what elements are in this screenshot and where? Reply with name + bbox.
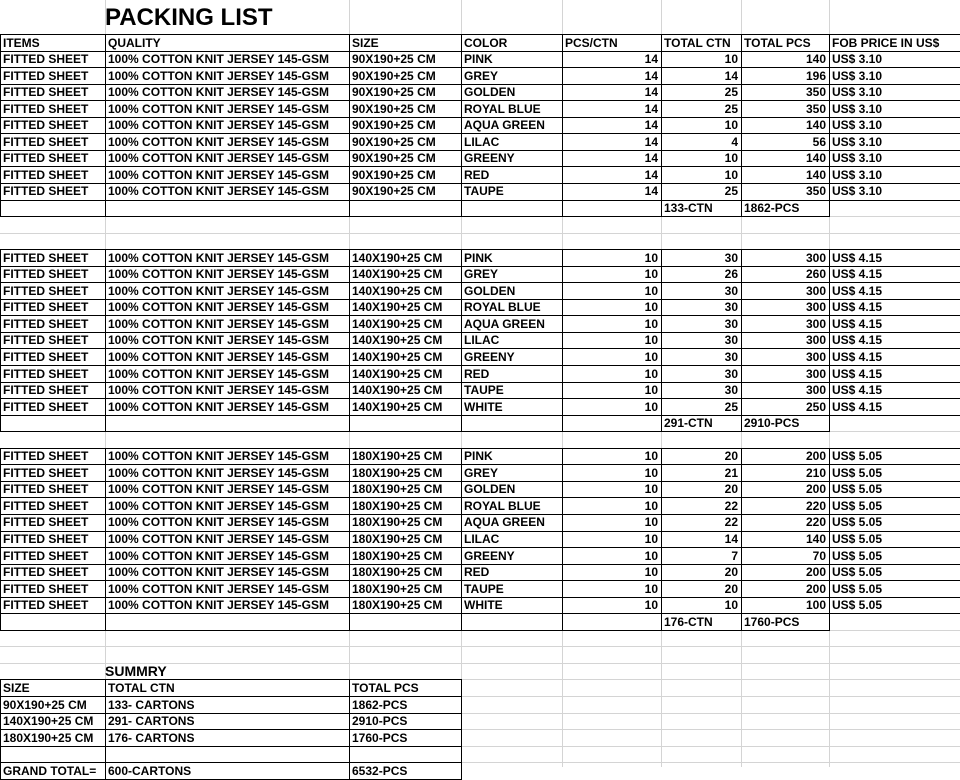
total-ctn-cell: 21 — [724, 465, 738, 480]
size-cell: 180X190+25 CM — [352, 498, 443, 513]
item-cell: FITTED SHEET — [3, 565, 89, 580]
total-ctn-cell: 10 — [724, 118, 738, 133]
total-ctn-cell: 10 — [724, 167, 738, 182]
size-cell: 180X190+25 CM — [352, 515, 443, 530]
item-cell: FITTED SHEET — [3, 316, 89, 331]
quality-cell: 100% COTTON KNIT JERSEY 145-GSM — [108, 366, 329, 381]
size-cell: 180X190+25 CM — [352, 482, 443, 497]
item-cell: FITTED SHEET — [3, 52, 89, 67]
size-cell: 180X190+25 CM — [352, 565, 443, 580]
summary-size: 140X190+25 CM — [3, 714, 94, 729]
summary-size: 90X190+25 CM — [3, 697, 87, 712]
color-cell: WHITE — [464, 598, 503, 613]
fob-price-cell: US$ 4.15 — [832, 366, 883, 381]
item-cell: FITTED SHEET — [3, 250, 89, 265]
pcs-per-ctn-cell: 14 — [644, 118, 658, 133]
column-header: TOTAL CTN — [664, 35, 731, 50]
fob-price-cell: US$ 5.05 — [832, 482, 883, 497]
color-cell: PINK — [464, 250, 493, 265]
color-cell: ROYAL BLUE — [464, 300, 541, 315]
quality-cell: 100% COTTON KNIT JERSEY 145-GSM — [108, 68, 329, 83]
color-cell: TAUPE — [464, 184, 504, 199]
size-cell: 180X190+25 CM — [352, 465, 443, 480]
total-pcs-cell: 70 — [812, 548, 826, 563]
pcs-per-ctn-cell: 10 — [644, 498, 658, 513]
summary-ctn: 176- CARTONS — [108, 730, 195, 745]
column-header: TOTAL PCS — [744, 35, 811, 50]
total-ctn-cell: 30 — [724, 283, 738, 298]
item-cell: FITTED SHEET — [3, 383, 89, 398]
fob-price-cell: US$ 5.05 — [832, 465, 883, 480]
summary-pcs: 1862-PCS — [352, 697, 408, 712]
fob-price-cell: US$ 3.10 — [832, 101, 883, 116]
pcs-per-ctn-cell: 10 — [644, 383, 658, 398]
fob-price-cell: US$ 3.10 — [832, 68, 883, 83]
item-cell: FITTED SHEET — [3, 399, 89, 414]
color-cell: LILAC — [464, 134, 500, 149]
pcs-per-ctn-cell: 14 — [644, 85, 658, 100]
quality-cell: 100% COTTON KNIT JERSEY 145-GSM — [108, 151, 329, 166]
quality-cell: 100% COTTON KNIT JERSEY 145-GSM — [108, 515, 329, 530]
pcs-per-ctn-cell: 10 — [644, 250, 658, 265]
item-cell: FITTED SHEET — [3, 300, 89, 315]
pcs-per-ctn-cell: 14 — [644, 101, 658, 116]
total-ctn-cell: 10 — [724, 151, 738, 166]
pcs-per-ctn-cell: 10 — [644, 465, 658, 480]
total-ctn-cell: 30 — [724, 349, 738, 364]
color-cell: PINK — [464, 52, 493, 67]
item-cell: FITTED SHEET — [3, 167, 89, 182]
total-pcs-cell: 200 — [805, 565, 826, 580]
total-pcs-cell: 140 — [805, 151, 826, 166]
total-pcs-cell: 250 — [805, 399, 826, 414]
fob-price-cell: US$ 3.10 — [832, 167, 883, 182]
fob-price-cell: US$ 3.10 — [832, 118, 883, 133]
fob-price-cell: US$ 3.10 — [832, 52, 883, 67]
fob-price-cell: US$ 5.05 — [832, 565, 883, 580]
item-cell: FITTED SHEET — [3, 68, 89, 83]
quality-cell: 100% COTTON KNIT JERSEY 145-GSM — [108, 598, 329, 613]
item-cell: FITTED SHEET — [3, 333, 89, 348]
color-cell: GREENY — [464, 151, 515, 166]
fob-price-cell: US$ 4.15 — [832, 283, 883, 298]
pcs-per-ctn-cell: 14 — [644, 134, 658, 149]
total-ctn-cell: 30 — [724, 316, 738, 331]
fob-price-cell: US$ 4.15 — [832, 333, 883, 348]
pcs-per-ctn-cell: 10 — [644, 532, 658, 546]
item-cell: FITTED SHEET — [3, 267, 89, 282]
color-cell: AQUA GREEN — [464, 316, 545, 331]
total-ctn-cell: 20 — [724, 581, 738, 596]
summary-header: TOTAL CTN — [108, 680, 175, 695]
color-cell: GOLDEN — [464, 283, 516, 298]
total-pcs-cell: 220 — [805, 515, 826, 530]
size-cell: 90X190+25 CM — [352, 151, 436, 166]
pcs-per-ctn-cell: 10 — [644, 515, 658, 530]
pcs-per-ctn-cell: 10 — [644, 283, 658, 298]
quality-cell: 100% COTTON KNIT JERSEY 145-GSM — [108, 449, 329, 464]
total-pcs-cell: 350 — [805, 85, 826, 100]
total-pcs-cell: 350 — [805, 101, 826, 116]
total-ctn-cell: 20 — [724, 449, 738, 464]
total-pcs-cell: 140 — [805, 118, 826, 133]
total-ctn-cell: 14 — [724, 532, 738, 546]
size-cell: 140X190+25 CM — [352, 250, 443, 265]
size-cell: 140X190+25 CM — [352, 316, 443, 331]
total-ctn-cell: 25 — [724, 85, 738, 100]
total-pcs-cell: 260 — [805, 267, 826, 282]
color-cell: TAUPE — [464, 383, 504, 398]
item-cell: FITTED SHEET — [3, 482, 89, 497]
summary-ctn: 291- CARTONS — [108, 714, 195, 729]
quality-cell: 100% COTTON KNIT JERSEY 145-GSM — [108, 267, 329, 282]
fob-price-cell: US$ 4.15 — [832, 383, 883, 398]
size-cell: 180X190+25 CM — [352, 532, 443, 546]
item-cell: FITTED SHEET — [3, 283, 89, 298]
total-ctn-cell: 14 — [724, 68, 738, 83]
item-cell: FITTED SHEET — [3, 465, 89, 480]
fob-price-cell: US$ 4.15 — [832, 300, 883, 315]
summary-ctn: 133- CARTONS — [108, 697, 195, 712]
color-cell: ROYAL BLUE — [464, 498, 541, 513]
total-ctn-cell: 22 — [724, 498, 738, 513]
item-cell: FITTED SHEET — [3, 184, 89, 199]
color-cell: PINK — [464, 449, 493, 464]
subtotal-pcs: 2910-PCS — [744, 416, 800, 431]
total-pcs-cell: 140 — [805, 52, 826, 67]
item-cell: FITTED SHEET — [3, 134, 89, 149]
quality-cell: 100% COTTON KNIT JERSEY 145-GSM — [108, 482, 329, 497]
color-cell: RED — [464, 167, 490, 182]
fob-price-cell: US$ 5.05 — [832, 449, 883, 464]
total-pcs-cell: 300 — [805, 250, 826, 265]
item-cell: FITTED SHEET — [3, 598, 89, 613]
quality-cell: 100% COTTON KNIT JERSEY 145-GSM — [108, 565, 329, 580]
quality-cell: 100% COTTON KNIT JERSEY 145-GSM — [108, 85, 329, 100]
total-pcs-cell: 300 — [805, 283, 826, 298]
quality-cell: 100% COTTON KNIT JERSEY 145-GSM — [108, 118, 329, 133]
size-cell: 90X190+25 CM — [352, 118, 436, 133]
item-cell: FITTED SHEET — [3, 118, 89, 133]
grand-total-ctn: 600-CARTONS — [108, 763, 192, 778]
color-cell: GREY — [464, 465, 499, 480]
item-cell: FITTED SHEET — [3, 548, 89, 563]
item-cell: FITTED SHEET — [3, 349, 89, 364]
item-cell: FITTED SHEET — [3, 151, 89, 166]
size-cell: 140X190+25 CM — [352, 383, 443, 398]
quality-cell: 100% COTTON KNIT JERSEY 145-GSM — [108, 300, 329, 315]
color-cell: RED — [464, 366, 490, 381]
fob-price-cell: US$ 4.15 — [832, 250, 883, 265]
size-cell: 180X190+25 CM — [352, 449, 443, 464]
pcs-per-ctn-cell: 14 — [644, 68, 658, 83]
item-cell: FITTED SHEET — [3, 532, 89, 546]
total-ctn-cell: 26 — [724, 267, 738, 282]
quality-cell: 100% COTTON KNIT JERSEY 145-GSM — [108, 167, 329, 182]
size-cell: 140X190+25 CM — [352, 300, 443, 315]
item-cell: FITTED SHEET — [3, 85, 89, 100]
pcs-per-ctn-cell: 10 — [644, 300, 658, 315]
total-ctn-cell: 30 — [724, 366, 738, 381]
total-pcs-cell: 210 — [805, 465, 826, 480]
quality-cell: 100% COTTON KNIT JERSEY 145-GSM — [108, 283, 329, 298]
summary-title: SUMMRY — [105, 663, 167, 680]
total-ctn-cell: 25 — [724, 101, 738, 116]
quality-cell: 100% COTTON KNIT JERSEY 145-GSM — [108, 399, 329, 414]
pcs-per-ctn-cell: 10 — [644, 399, 658, 414]
pcs-per-ctn-cell: 10 — [644, 598, 658, 613]
size-cell: 140X190+25 CM — [352, 349, 443, 364]
pcs-per-ctn-cell: 14 — [644, 52, 658, 67]
color-cell: GREENY — [464, 349, 515, 364]
total-pcs-cell: 300 — [805, 383, 826, 398]
quality-cell: 100% COTTON KNIT JERSEY 145-GSM — [108, 184, 329, 199]
color-cell: GOLDEN — [464, 85, 516, 100]
total-ctn-cell: 25 — [724, 399, 738, 414]
quality-cell: 100% COTTON KNIT JERSEY 145-GSM — [108, 52, 329, 67]
quality-cell: 100% COTTON KNIT JERSEY 145-GSM — [108, 316, 329, 331]
size-cell: 140X190+25 CM — [352, 399, 443, 414]
total-ctn-cell: 30 — [724, 383, 738, 398]
column-header: SIZE — [352, 35, 379, 50]
color-cell: GREY — [464, 267, 499, 282]
fob-price-cell: US$ 5.05 — [832, 532, 883, 546]
total-ctn-cell: 30 — [724, 300, 738, 315]
summary-pcs: 2910-PCS — [352, 714, 408, 729]
total-pcs-cell: 220 — [805, 498, 826, 513]
item-cell: FITTED SHEET — [3, 366, 89, 381]
column-header: FOB PRICE IN US$ — [832, 35, 940, 50]
fob-price-cell: US$ 4.15 — [832, 267, 883, 282]
size-cell: 140X190+25 CM — [352, 267, 443, 282]
size-cell: 90X190+25 CM — [352, 52, 436, 67]
quality-cell: 100% COTTON KNIT JERSEY 145-GSM — [108, 532, 329, 546]
summary-header: TOTAL PCS — [352, 680, 419, 695]
pcs-per-ctn-cell: 10 — [644, 333, 658, 348]
fob-price-cell: US$ 5.05 — [832, 548, 883, 563]
pcs-per-ctn-cell: 10 — [644, 366, 658, 381]
quality-cell: 100% COTTON KNIT JERSEY 145-GSM — [108, 581, 329, 596]
subtotal-ctn: 133-CTN — [664, 201, 713, 215]
total-pcs-cell: 300 — [805, 316, 826, 331]
color-cell: LILAC — [464, 532, 500, 546]
pcs-per-ctn-cell: 10 — [644, 482, 658, 497]
color-cell: GOLDEN — [464, 482, 516, 497]
item-cell: FITTED SHEET — [3, 101, 89, 116]
size-cell: 140X190+25 CM — [352, 366, 443, 381]
size-cell: 180X190+25 CM — [352, 581, 443, 596]
total-pcs-cell: 300 — [805, 333, 826, 348]
fob-price-cell: US$ 4.15 — [832, 316, 883, 331]
column-header: PCS/CTN — [565, 35, 618, 50]
size-cell: 90X190+25 CM — [352, 167, 436, 182]
total-ctn-cell: 10 — [724, 598, 738, 613]
total-ctn-cell: 4 — [731, 134, 738, 149]
fob-price-cell: US$ 3.10 — [832, 134, 883, 149]
total-ctn-cell: 20 — [724, 482, 738, 497]
total-ctn-cell: 10 — [724, 52, 738, 67]
pcs-per-ctn-cell: 10 — [644, 267, 658, 282]
subtotal-ctn: 176-CTN — [664, 614, 713, 629]
color-cell: AQUA GREEN — [464, 118, 545, 133]
size-cell: 180X190+25 CM — [352, 598, 443, 613]
total-pcs-cell: 56 — [812, 134, 826, 149]
total-pcs-cell: 200 — [805, 449, 826, 464]
pcs-per-ctn-cell: 10 — [644, 449, 658, 464]
summary-pcs: 1760-PCS — [352, 730, 408, 745]
total-pcs-cell: 300 — [805, 366, 826, 381]
fob-price-cell: US$ 5.05 — [832, 598, 883, 613]
color-cell: WHITE — [464, 399, 503, 414]
total-ctn-cell: 22 — [724, 515, 738, 530]
pcs-per-ctn-cell: 10 — [644, 565, 658, 580]
total-ctn-cell: 25 — [724, 184, 738, 199]
fob-price-cell: US$ 4.15 — [832, 399, 883, 414]
total-ctn-cell: 30 — [724, 333, 738, 348]
subtotal-pcs: 1862-PCS — [744, 201, 800, 215]
size-cell: 140X190+25 CM — [352, 283, 443, 298]
fob-price-cell: US$ 4.15 — [832, 349, 883, 364]
summary-header: SIZE — [3, 680, 30, 695]
total-pcs-cell: 200 — [805, 482, 826, 497]
pcs-per-ctn-cell: 10 — [644, 349, 658, 364]
fob-price-cell: US$ 5.05 — [832, 498, 883, 513]
grand-total-pcs: 6532-PCS — [352, 763, 408, 778]
quality-cell: 100% COTTON KNIT JERSEY 145-GSM — [108, 498, 329, 513]
size-cell: 90X190+25 CM — [352, 85, 436, 100]
size-cell: 90X190+25 CM — [352, 101, 436, 116]
quality-cell: 100% COTTON KNIT JERSEY 145-GSM — [108, 548, 329, 563]
item-cell: FITTED SHEET — [3, 498, 89, 513]
quality-cell: 100% COTTON KNIT JERSEY 145-GSM — [108, 250, 329, 265]
size-cell: 90X190+25 CM — [352, 184, 436, 199]
grand-total-label: GRAND TOTAL= — [3, 763, 97, 778]
size-cell: 90X190+25 CM — [352, 68, 436, 83]
fob-price-cell: US$ 3.10 — [832, 85, 883, 100]
item-cell: FITTED SHEET — [3, 515, 89, 530]
total-pcs-cell: 200 — [805, 581, 826, 596]
subtotal-pcs: 1760-PCS — [744, 614, 800, 629]
item-cell: FITTED SHEET — [3, 581, 89, 596]
pcs-per-ctn-cell: 14 — [644, 167, 658, 182]
color-cell: AQUA GREEN — [464, 515, 545, 530]
quality-cell: 100% COTTON KNIT JERSEY 145-GSM — [108, 333, 329, 348]
total-ctn-cell: 20 — [724, 565, 738, 580]
quality-cell: 100% COTTON KNIT JERSEY 145-GSM — [108, 101, 329, 116]
column-header: COLOR — [464, 35, 508, 50]
summary-size: 180X190+25 CM — [3, 730, 94, 745]
fob-price-cell: US$ 5.05 — [832, 581, 883, 596]
pcs-per-ctn-cell: 14 — [644, 184, 658, 199]
fob-price-cell: US$ 3.10 — [832, 184, 883, 199]
quality-cell: 100% COTTON KNIT JERSEY 145-GSM — [108, 383, 329, 398]
quality-cell: 100% COTTON KNIT JERSEY 145-GSM — [108, 349, 329, 364]
color-cell: GREY — [464, 68, 499, 83]
item-cell: FITTED SHEET — [3, 449, 89, 464]
pcs-per-ctn-cell: 10 — [644, 548, 658, 563]
total-pcs-cell: 196 — [805, 68, 826, 83]
total-pcs-cell: 300 — [805, 300, 826, 315]
color-cell: LILAC — [464, 333, 500, 348]
total-pcs-cell: 140 — [805, 167, 826, 182]
quality-cell: 100% COTTON KNIT JERSEY 145-GSM — [108, 134, 329, 149]
size-cell: 180X190+25 CM — [352, 548, 443, 563]
pcs-per-ctn-cell: 14 — [644, 151, 658, 166]
total-ctn-cell: 7 — [731, 548, 738, 563]
fob-price-cell: US$ 3.10 — [832, 151, 883, 166]
pcs-per-ctn-cell: 10 — [644, 316, 658, 331]
fob-price-cell: US$ 5.05 — [832, 515, 883, 530]
color-cell: RED — [464, 565, 490, 580]
page-title: PACKING LIST — [105, 4, 273, 31]
pcs-per-ctn-cell: 10 — [644, 581, 658, 596]
color-cell: ROYAL BLUE — [464, 101, 541, 116]
total-pcs-cell: 300 — [805, 349, 826, 364]
column-header: QUALITY — [108, 35, 161, 50]
color-cell: GREENY — [464, 548, 515, 563]
total-pcs-cell: 100 — [805, 598, 826, 613]
quality-cell: 100% COTTON KNIT JERSEY 145-GSM — [108, 465, 329, 480]
total-pcs-cell: 350 — [805, 184, 826, 199]
size-cell: 90X190+25 CM — [352, 134, 436, 149]
color-cell: TAUPE — [464, 581, 504, 596]
subtotal-ctn: 291-CTN — [664, 416, 713, 431]
total-ctn-cell: 30 — [724, 250, 738, 265]
column-header: ITEMS — [3, 35, 40, 50]
total-pcs-cell: 140 — [805, 532, 826, 546]
size-cell: 140X190+25 CM — [352, 333, 443, 348]
